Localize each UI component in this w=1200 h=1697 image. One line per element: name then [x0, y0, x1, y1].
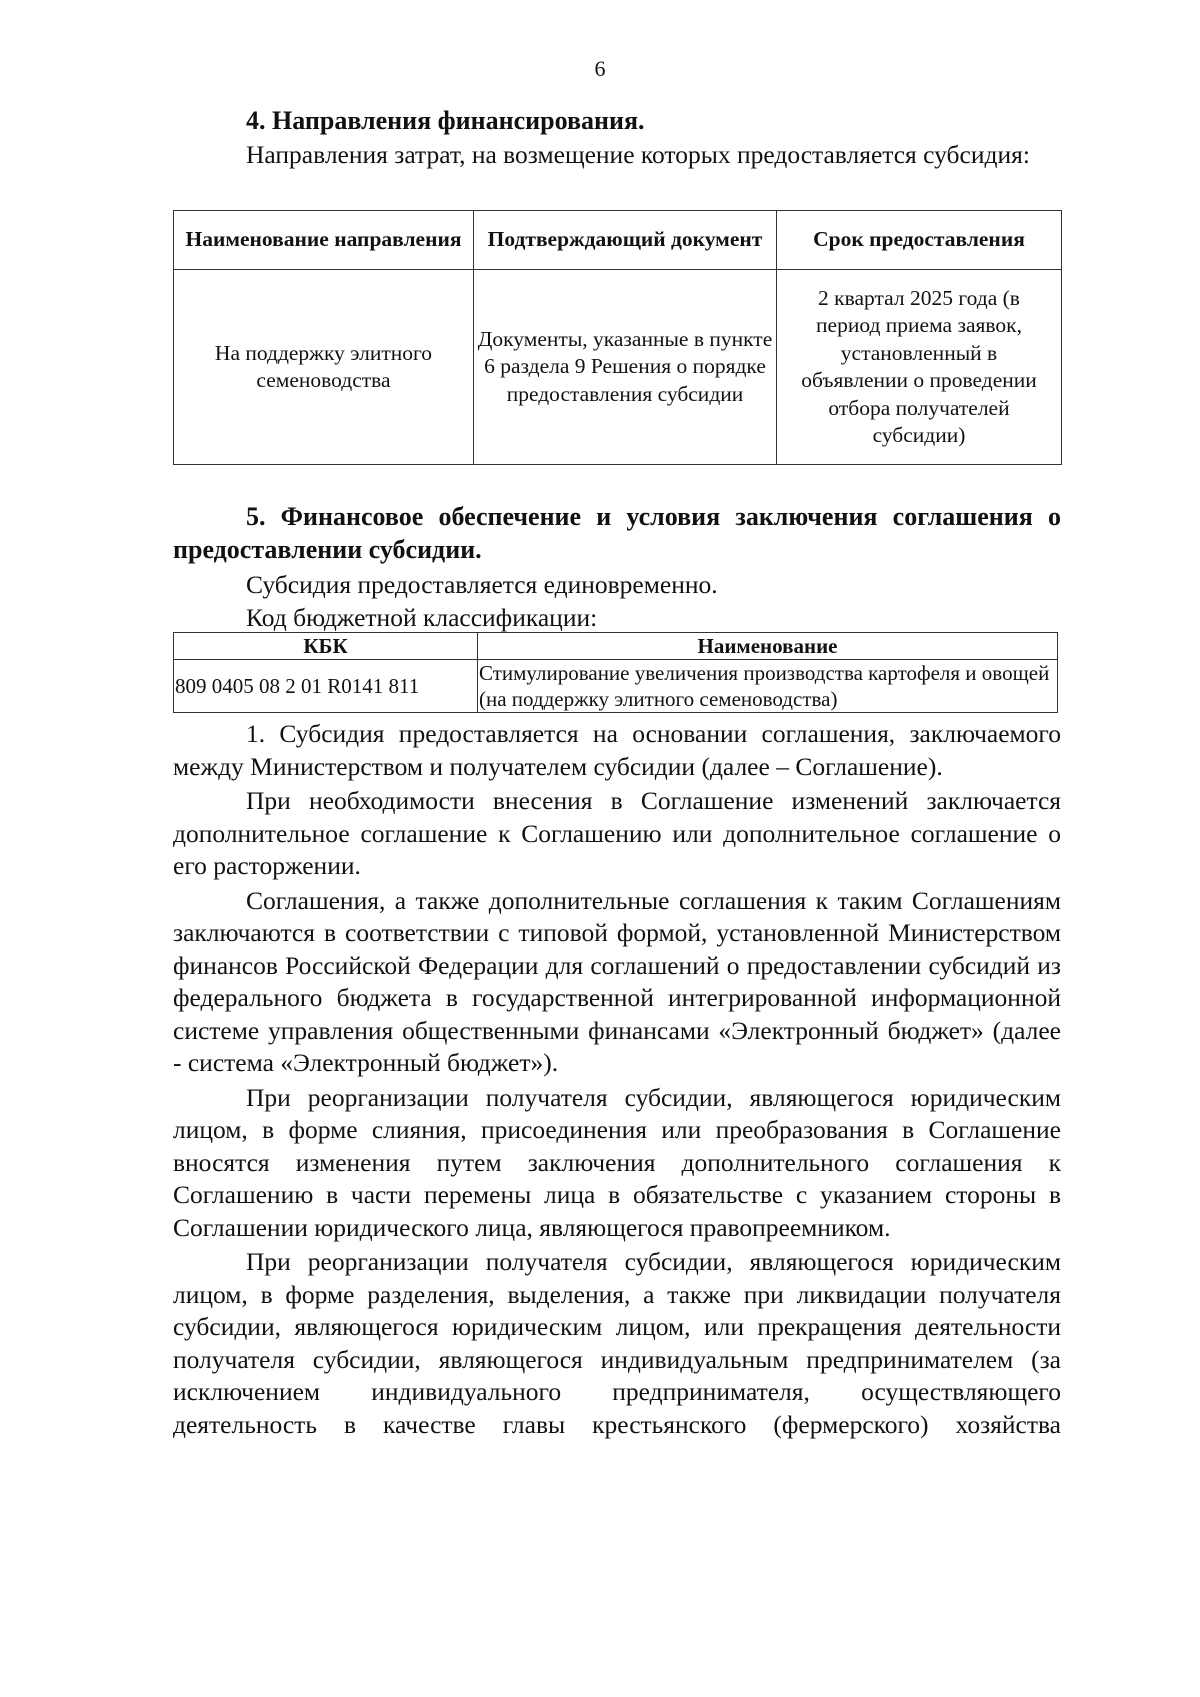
cell-term: 2 квартал 2025 года (в период приема заявок, установленный в объявлении о проведении отбора получателей субсидии) [777, 270, 1062, 465]
table-row [174, 270, 1062, 465]
table-header-row [174, 211, 1062, 270]
paragraph-4: При реорганизации получателя субсидии, являющегося юридическим лицом, в форме слияния, присоединения или преобразования в Соглашение вносятся изменения путем заключения дополнительного соглашения к Соглашению в части перемены лица в обязательстве с указанием стороны в Соглашении юридического лица, являющегося правопреемником. [173, 1082, 1061, 1242]
header-direction-name: Наименование направления [174, 211, 474, 270]
header-kbk: КБК [174, 633, 478, 660]
section-4-title: 4. Направления финансирования. [246, 106, 645, 135]
paragraph-2: При необходимости внесения в Соглашение изменений заключается дополнительное соглашение к Соглашению или дополнительное соглашение о его расторжении. [173, 786, 1061, 880]
section-5-line1: Субсидия предоставляется единовременно. [246, 570, 718, 599]
section-5-title: 5. Финансовое обеспечение и условия заключения соглашения о предоставлении субсидии. [173, 502, 1061, 564]
paragraph-3: Соглашения, а также дополнительные соглашения к таким Соглашениям заключаются в соответствии с типовой формой, установленной Министерством финансов Российской Федерации для соглашений о предоставлении субсидий из федерального бюджета в государственной интегрированной информационной системе управления общественными финансами «Электронный бюджет» (далее - система «Электронный бюджет»). [173, 885, 1061, 1077]
section-4-intro: Направления затрат, на возмещение которых предоставляется субсидия: [246, 140, 1030, 169]
header-name: Наименование [478, 633, 1058, 660]
cell-kbk: 809 0405 08 2 01 R0141 811 [174, 660, 478, 713]
funding-directions-table [173, 210, 1062, 465]
page-number: 6 [594, 56, 606, 81]
section-5-body [173, 718, 1061, 1441]
cell-kbk-name: Стимулирование увеличения производства картофеля и овощей (на поддержку элитного семеноводства) [478, 660, 1058, 713]
cell-document: Документы, указанные в пункте 6 раздела 9 Решения о порядке предоставления субсидии [474, 270, 777, 465]
section-5-line2: Код бюджетной классификации: [246, 602, 598, 632]
table-row [174, 660, 1058, 713]
paragraph-1: 1. Субсидия предоставляется на основании соглашения, заключаемого между Министерством и получателем субсидии (далее – Соглашение). [173, 719, 1061, 781]
table-header-row [174, 633, 1058, 660]
budget-classification-table [173, 632, 1058, 713]
header-document: Подтверждающий документ [474, 211, 777, 270]
header-term: Срок предоставления [777, 211, 1062, 270]
paragraph-5: При реорганизации получателя субсидии, являющегося юридическим лицом, в форме разделения, выделения, а также при ликвидации получателя субсидии, являющегося юридическим лицом, или прекращения деятельности получателя субсидии, являющегося индивидуальным предпринимателем (за исключением индивидуального предпринимателя, осуществляющего деятельность в качестве главы крестьянского (фермерского) хозяйства [173, 1247, 1061, 1439]
cell-direction: На поддержку элитного семеноводства [174, 270, 474, 465]
